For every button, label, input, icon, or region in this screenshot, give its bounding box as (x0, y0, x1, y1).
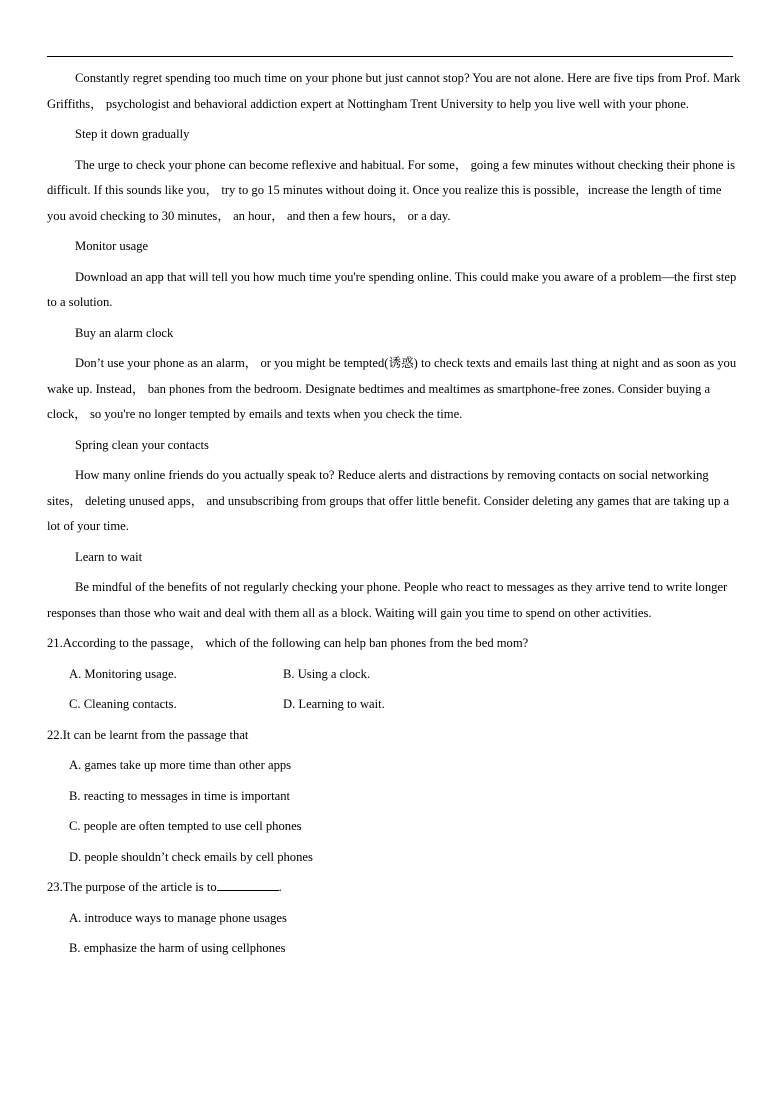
question-21-option-c: C. Cleaning contacts. (69, 697, 177, 711)
section-heading: Monitor usage (75, 239, 149, 253)
section-paragraph: Be mindful of the benefits of not regularly checking your phone. People who react to messages as they arrive tend to write longer responses than those who wait and deal with them all as a block. Waiting will gain you time to spend on other activities. (47, 580, 728, 620)
question-22-option-a: A. games take up more time than other apps (69, 758, 292, 772)
question-21-option-d: D. Learning to wait. (283, 697, 385, 711)
question-21-option-b: B. Using a clock. (283, 666, 371, 681)
question-22-option-c: C. people are often tempted to use cell phones (69, 819, 302, 833)
intro-paragraph: Constantly regret spending too much time on your phone but just cannot stop? You are not alone. Here are five tips from Prof. Mark Griffiths， psychologist and behavioral addiction expert at Nottingham Trent University to help you live well with your phone. (47, 71, 741, 111)
question-22-option-b: B. reacting to messages in time is important (69, 788, 291, 803)
question-23-option-b: B. emphasize the harm of using cellphones (69, 941, 286, 955)
question-23-stem: 23.The purpose of the article is to (47, 880, 217, 894)
question-23-stem-end: . (278, 880, 282, 894)
document-body (47, 66, 741, 967)
section-paragraph: Download an app that will tell you how much time you're spending online. This could make you aware of a problem—the first step to a solution. (47, 269, 737, 309)
section-heading: Learn to wait (75, 549, 143, 564)
answer-blank (217, 876, 279, 891)
question-21-options-row-2 (47, 692, 741, 718)
question-22-option-d: D. people shouldn’t check emails by cell phones (69, 849, 313, 864)
header-rule (47, 56, 733, 57)
section-heading: Step it down gradually (75, 127, 190, 141)
section-heading: Buy an alarm clock (75, 325, 174, 340)
section-paragraph: The urge to check your phone can become reflexive and habitual. For some， going a few minutes without checking their phone is difficult. If this sounds like you， try to go 15 minutes without doing it. Once you realize this is possible，increase the length of time you avoid checking to 30 minutes， an hour， and then a few hours， or a day. (47, 157, 736, 223)
question-21-option-a: A. Monitoring usage. (69, 666, 177, 681)
section-paragraph: How many online friends do you actually speak to? Reduce alerts and distractions by removing contacts on social networking sites， deleting unused apps， and unsubscribing from groups that offer little benefit. Consider deleting any games that are taking up a lot of your time. (47, 468, 730, 533)
question-23-stem-line (47, 875, 741, 901)
question-23-option-a: A. introduce ways to manage phone usages (69, 910, 287, 925)
question-21-options-row-1 (47, 662, 741, 688)
question-22-stem: 22.It can be learnt from the passage that (47, 727, 249, 742)
question-21-stem: 21.According to the passage， which of the following can help ban phones from the bed mom? (47, 636, 529, 650)
section-heading: Spring clean your contacts (75, 437, 209, 452)
section-paragraph: Don’t use your phone as an alarm， or you might be tempted(诱惑) to check texts and emails last thing at night and as soon as you wake up. Instead， ban phones from the bedroom. Designate bedtimes and mealtimes as smartphone-free zones. Consider buying a clock， so you're no longer tempted by emails and texts when you check the time. (47, 356, 737, 421)
